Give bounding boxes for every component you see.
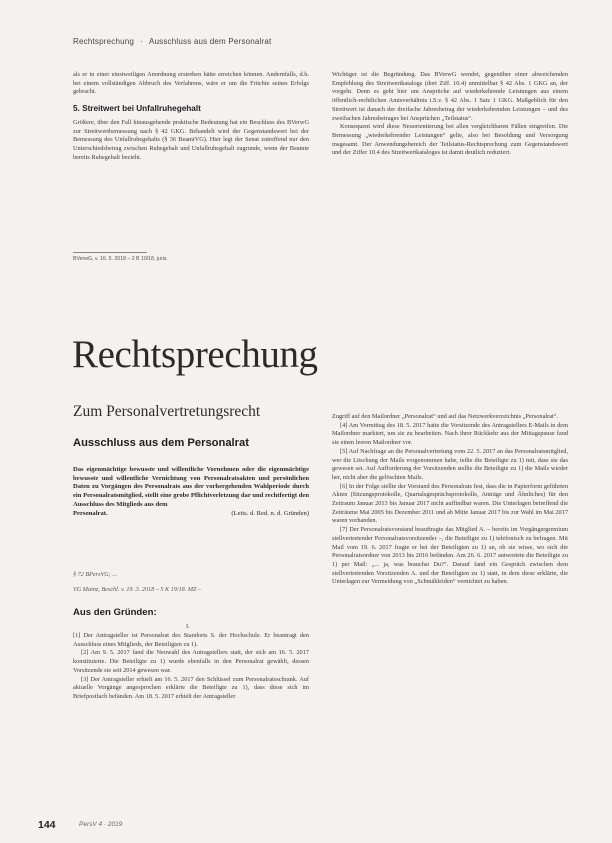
- body-right-paragraph-3: [5] Auf Nachfrage an die Personalvertretung vom 22. 5. 2017 an das Personalratsmitglied, wer die Löschung der Mails vorgenommen habe, teilte die Beteiligte zu 1) mit, dass sie das gewesen sei. Auf Aufforderung der Vorsitzenden stellte die Beteiligte zu 1) die Mails wieder her, nicht aber die gelöschten Mails.: [332, 447, 568, 481]
- body-right-column: [332, 413, 568, 587]
- top-right-paragraph-1: Wichtiger ist die Begründung. Das BVerwG wendet, gegenüber einer abweichenden Empfehlung des Streitwertkatalogs (dort Ziff. 10.4) unmittelbar § 42 Abs. 1 GKG an, der vorgeht. Denn es geht hier um Ansprüche auf wiederkehrende Leistungen aus einem öffentlich-rechtlichen Amtsverhältnis i.S.v. § 42 Abs. 1 Satz 1 GKG. Maßgeblich für den Streitwert ist danach der dreifache Jahresbetrag der wiederkehrenden Leistungen – und des zweifachen Jahresbetrages bei Ansprüchen „Teilstatus“.: [332, 71, 568, 122]
- issue-label: PersV 4 · 2019: [79, 821, 123, 828]
- body-left-paragraph-1: [1] Der Antragsteller ist Personalrat des Standorts S. der Hochschule. Er beantragt den Ausschluss eines Mitglieds, der Beteiligten zu 1).: [73, 632, 309, 648]
- gruende-heading: Aus den Gründen:: [73, 607, 157, 618]
- article-title: Ausschluss aus dem Personalrat: [73, 437, 249, 449]
- body-right-paragraph-2: [4] Am Vormittag des 18. 5. 2017 hatte die Vorsitzende des Antragstellers E-Mails in dem Mailordner markiert, um sie zu bearbeiten. Nach ihrer Rückkehr aus der Mittagspause fand sie einen leeren Mailordner vor.: [332, 421, 568, 447]
- body-right-paragraph-1: Zugriff auf den Mailordner „Personalrat“ und auf das Netzwerkverzeichnis „Personalrat“.: [332, 413, 559, 420]
- court-citation: VG Mainz, Beschl. v. 19. 3. 2018 – 5 K 19/18. MZ –: [73, 586, 202, 593]
- top-right-paragraph-2: Konsequent wird diese Neuorientierung bei allen vergleichbaren Fällen eingreifen. Die Bemessung „wiederkehrender Leistungen“ gelte, also bei Besoldung und Versorgung insgesamt. Der Anwendungsbereich der Teilstatus-Rechtsprechung zum Gegenstandswert und der Ziffer 10.4 des Streitwertkataloges ist damit deutlich reduziert.: [332, 123, 568, 157]
- footnote: BVerwG, v. 16. 5. 2018 – 2 B 10/18, juris.: [73, 256, 168, 262]
- section-title: Rechtsprechung: [72, 333, 318, 376]
- leitsatz-end: Personalrat.: [73, 509, 108, 517]
- running-header-topic: Ausschluss aus dem Personalrat: [148, 37, 272, 46]
- page-number: 144: [38, 819, 56, 831]
- body-right-paragraph-4: [6] In der Folge stellte der Vorstand des Personalrats fest, dass die in Papierform geführten Akten (Sitzungsprotokolle, Quartalsgesprächsprotokolle, Anträge und Ähnliches) für den Zeitraum Januar 2013 bis Januar 2017 nicht auffindbar waren. Die Unterlagen betreffend die Zeiträume Mai 2005 bis Dezember 2011 und ab Mitte Januar 2017 bis zur Wahl im Mai 2017 waren vorhanden.: [332, 482, 568, 525]
- top-left-paragraph-2: Größere, über den Fall hinausgehende praktische Bedeutung hat ein Beschluss des BVerwG zur Streitwertbemessung nach § 42 GKG. Behandelt wird der Gegenstandswert bei der Bemessung des Unfallruhegehalts (§ 36 BeamtVG). Hier legt der Senat zutreffend nur den Unterschiedsbetrag zwischen Ruhegehalt und Unfallruhegehalt zugrunde, wenn der Beamte bereits Ruhegehalt bezieht.: [73, 118, 309, 161]
- running-header-separator: ·: [140, 37, 143, 46]
- leitsatz-text: Das eigenmächtige bewusste und willentliche Vornehmen oder die eigenmächtige bewusste und willentliche Vernichtung von Personalratsakten und persönlichen Daten zu Vorgängen des Personalrats aus der vorhergehenden Wahlperiode durch ein Personalratsmitglied, stellt eine grobe Pflichtverletzung dar und rechtfertigt den Ausschluss des Mitglieds aus dem: [73, 466, 309, 508]
- running-header: [73, 37, 271, 46]
- footnote-divider: [73, 252, 147, 253]
- leitsatz-end-line: [73, 510, 309, 519]
- body-left-paragraph-3: [3] Der Antragsteller erhielt am 16. 5. 2017 den Schlüssel zum Personalratsschrank. Auf aktuelle Vorgänge angesprochen erklärte die Beteiligte zu 1), dass diese sich im Briefpostfach befänden. Am 18. 5. 2017 erhielt der Antragsteller: [73, 675, 309, 700]
- body-left-paragraph-2: [2] Am 9. 5. 2017 fand die Neuwahl des Antragstellers statt, der sich am 16. 5. 2017 konstituierte. Die Beteiligte zu 1) wurde ebenfalls in den Personalrat gewählt, dessen Vorsitzende sie seit 2014 gewesen war.: [73, 649, 309, 674]
- body-left-column: [73, 632, 309, 702]
- norm-citation: § 72 BPersVG; ...: [73, 571, 117, 578]
- leitsatz: [73, 466, 309, 518]
- subsection-title: Zum Personalvertretungsrecht: [73, 403, 261, 420]
- section-5-heading: 5. Streitwert bei Unfallruhegehalt: [73, 104, 201, 114]
- roman-numeral: I.: [186, 623, 190, 630]
- top-left-paragraph-1: als er in einer einstweiligen Anordnung erstreben hätte erreichen können. Andernfalls, d.h. bei einem vollständigen Abbruch des Verfahrens, wäre er um die Früchte seines Erfolgs gebracht.: [73, 71, 309, 96]
- running-header-section: Rechtsprechung: [73, 37, 135, 46]
- top-right-column: [332, 71, 568, 158]
- leitsatz-source: (Leits. d. Red. n. d. Gründen): [231, 509, 309, 517]
- top-left-column: [73, 71, 309, 162]
- body-right-paragraph-5: [7] Der Personalratsvorstand beauftragte das Mitglied A. – bereits im Vorgängergremium stellvertretender Personalratsvorsitzender –, die Beteiligte zu 1) telefonisch zu befragen. Mit Mail vom 19. 6. 2017 fragte er bei der Beteiligten zu 1) an, ob sie wisse, wo sich die Personalratsordner von 2013 bis 2016 befänden. Am 26. 6. 2017 antwortete die Beteiligte zu 1) per Mail: „... ja, was brauchst Du?“. Darauf fand ein Gespräch zwischen dem stellvertretenden Vorsitzenden A. und der Beteiligten zu 1) statt, in dem diese erklärte, die Unterlagen zur Vermeidung von „Schmähleiden“ vernichtet zu haben.: [332, 526, 568, 586]
